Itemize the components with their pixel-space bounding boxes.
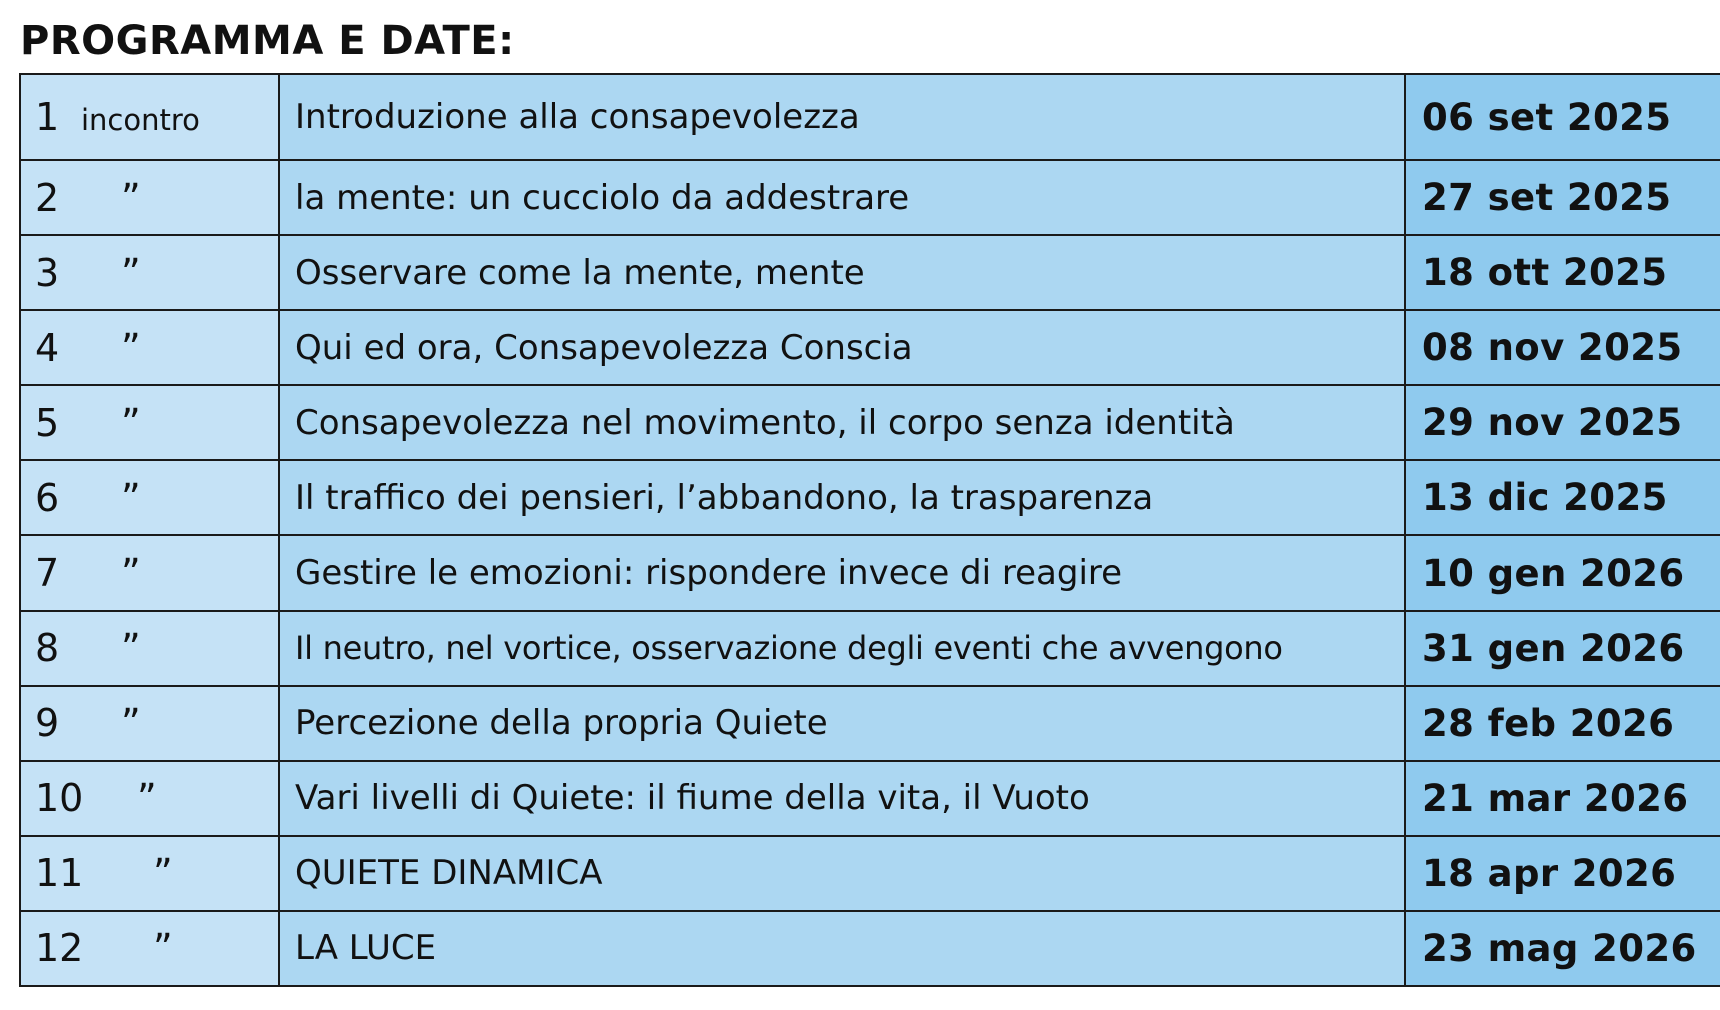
- session-topic: Vari livelli di Quiete: il fiume della vita, il Vuoto: [279, 761, 1405, 836]
- ditto-mark: ”: [137, 776, 157, 821]
- session-topic: Gestire le emozioni: rispondere invece di reagire: [279, 535, 1405, 610]
- session-number-cell: [20, 160, 279, 235]
- table-row: [20, 686, 1720, 761]
- session-label: incontro: [81, 103, 200, 138]
- ditto-mark: ”: [121, 551, 141, 596]
- session-number: 12: [35, 926, 84, 971]
- session-topic: Il neutro, nel vortice, osservazione degli eventi che avvengono: [279, 611, 1405, 686]
- session-date: 21 mar 2026: [1405, 761, 1720, 836]
- ditto-mark: ”: [121, 250, 141, 295]
- session-number-cell: [20, 385, 279, 460]
- session-date: 18 apr 2026: [1405, 836, 1720, 911]
- session-date: 29 nov 2025: [1405, 385, 1720, 460]
- session-number-cell: [20, 836, 279, 911]
- ditto-mark: ”: [153, 926, 173, 971]
- session-date: 18 ott 2025: [1405, 235, 1720, 310]
- table-row: [20, 460, 1720, 535]
- session-number-cell: [20, 611, 279, 686]
- table-row: [20, 836, 1720, 911]
- session-number: 10: [35, 776, 84, 821]
- table-row: [20, 310, 1720, 385]
- session-number-cell: [20, 460, 279, 535]
- session-number-cell: [20, 74, 279, 160]
- session-number-cell: [20, 686, 279, 761]
- session-date: 31 gen 2026: [1405, 611, 1720, 686]
- session-number: 1: [35, 95, 60, 140]
- ditto-mark: ”: [121, 626, 141, 671]
- session-topic: la mente: un cucciolo da addestrare: [279, 160, 1405, 235]
- session-topic: LA LUCE: [279, 911, 1405, 986]
- table-row: [20, 160, 1720, 235]
- table-row: [20, 611, 1720, 686]
- session-date: 28 feb 2026: [1405, 686, 1720, 761]
- session-number: 8: [35, 626, 60, 671]
- ditto-mark: ”: [153, 851, 173, 896]
- session-number-cell: [20, 535, 279, 610]
- table-row: [20, 761, 1720, 836]
- session-number: 2: [35, 175, 60, 220]
- session-number-cell: [20, 310, 279, 385]
- table-row: [20, 535, 1720, 610]
- session-number: 4: [35, 325, 60, 370]
- session-date: 06 set 2025: [1405, 74, 1720, 160]
- ditto-mark: ”: [121, 325, 141, 370]
- page-title: PROGRAMMA E DATE:: [20, 18, 515, 64]
- ditto-mark: ”: [121, 175, 141, 220]
- session-number-cell: [20, 761, 279, 836]
- session-date: 10 gen 2026: [1405, 535, 1720, 610]
- session-topic: Osservare come la mente, mente: [279, 235, 1405, 310]
- session-number-cell: [20, 911, 279, 986]
- table-row: [20, 235, 1720, 310]
- session-number: 9: [35, 701, 60, 746]
- session-topic: QUIETE DINAMICA: [279, 836, 1405, 911]
- session-number: 5: [35, 400, 60, 445]
- ditto-mark: ”: [121, 475, 141, 520]
- session-number: 11: [35, 851, 84, 896]
- session-number-cell: [20, 235, 279, 310]
- session-date: 23 mag 2026: [1405, 911, 1720, 986]
- session-topic: Il traffico dei pensieri, l’abbandono, la trasparenza: [279, 460, 1405, 535]
- session-topic: Consapevolezza nel movimento, il corpo senza identità: [279, 385, 1405, 460]
- session-topic: Introduzione alla consapevolezza: [279, 74, 1405, 160]
- session-date: 13 dic 2025: [1405, 460, 1720, 535]
- table-row: [20, 911, 1720, 986]
- session-topic: Percezione della propria Quiete: [279, 686, 1405, 761]
- session-number: 3: [35, 250, 60, 295]
- session-number: 6: [35, 475, 60, 520]
- session-date: 08 nov 2025: [1405, 310, 1720, 385]
- session-date: 27 set 2025: [1405, 160, 1720, 235]
- ditto-mark: ”: [121, 701, 141, 746]
- ditto-mark: ”: [121, 400, 141, 445]
- session-topic: Qui ed ora, Consapevolezza Conscia: [279, 310, 1405, 385]
- schedule-table: [19, 73, 1720, 987]
- table-row: [20, 385, 1720, 460]
- table-row: [20, 74, 1720, 160]
- session-number: 7: [35, 551, 60, 596]
